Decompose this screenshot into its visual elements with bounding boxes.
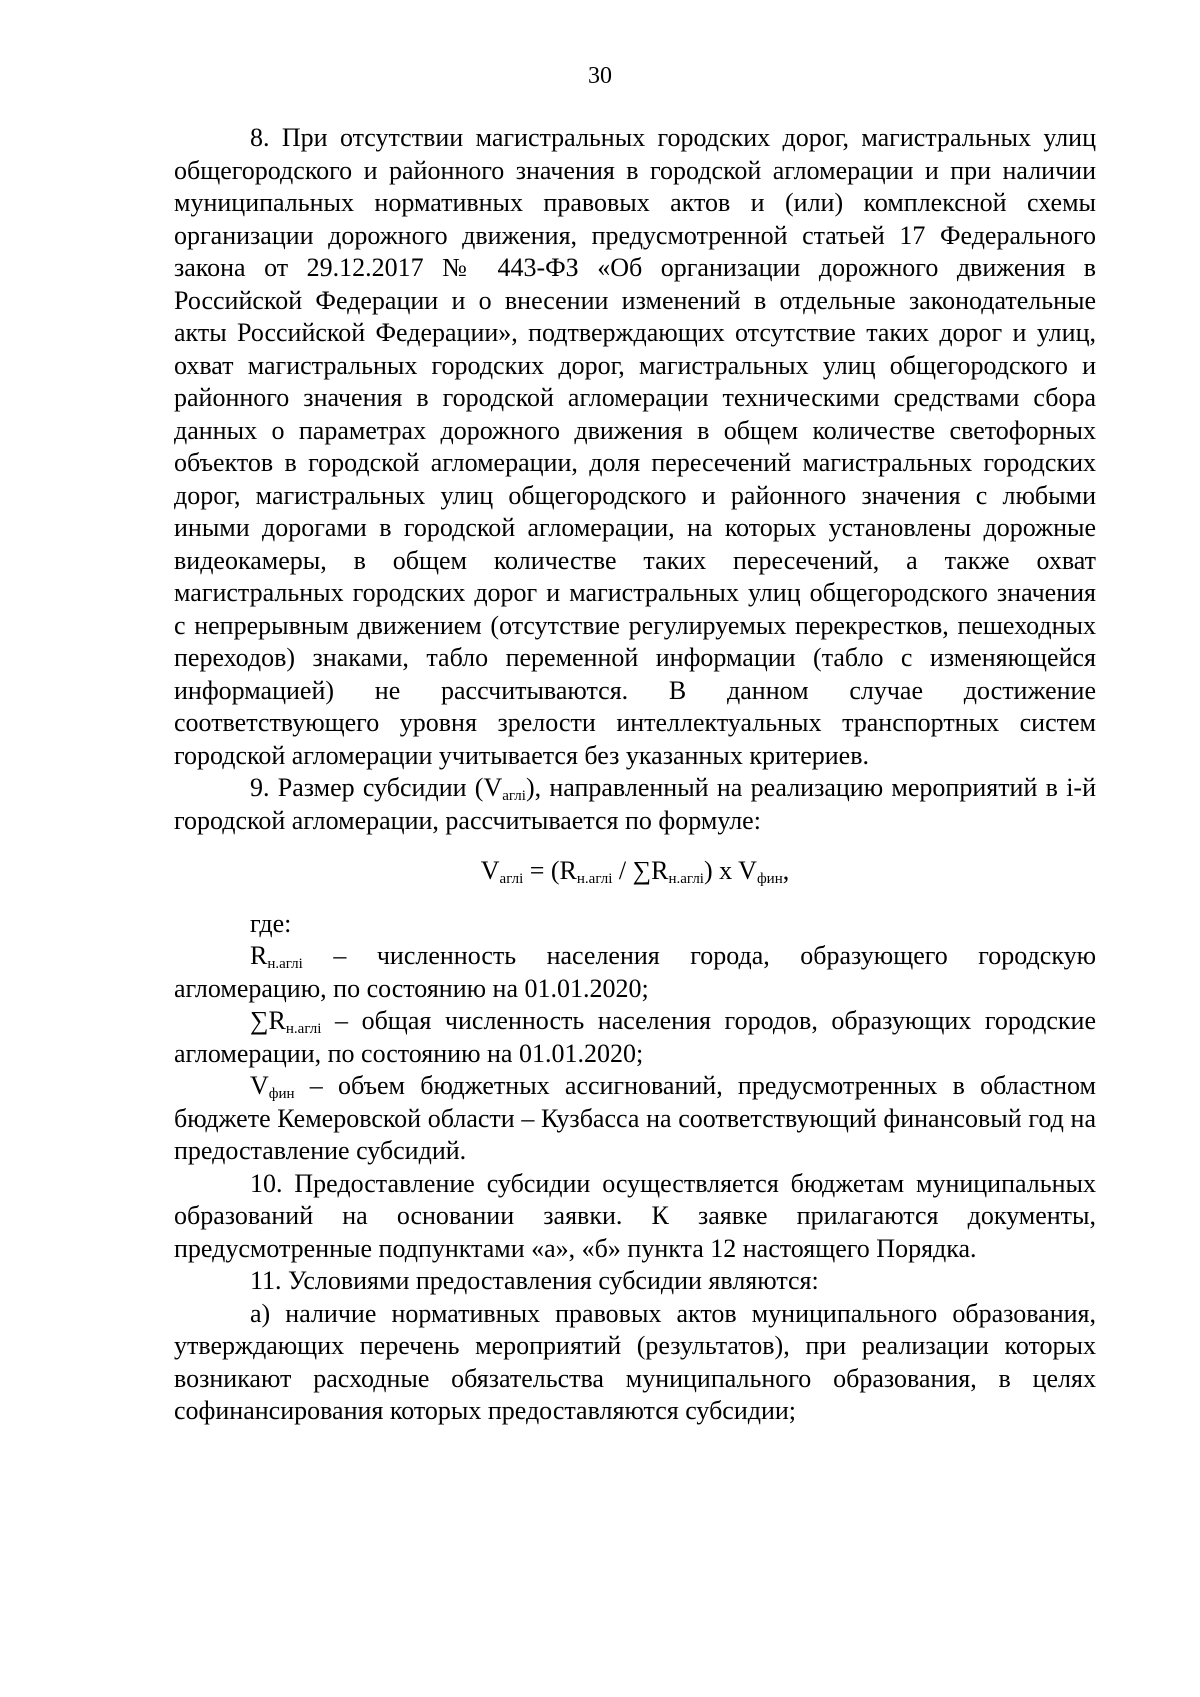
formula-eq-open: = (R	[523, 856, 577, 885]
formula-close-x: ) x V	[703, 856, 757, 885]
definition-v-fin-text: – объем бюджетных ассигнований, предусмотренных в областном бюджете Кемеровской области – Кузбасса на соответствующий финансовый год на предоставление субсидий.	[174, 1071, 1096, 1165]
paragraph-9-subscript: аглi	[502, 788, 526, 804]
subsidy-formula	[174, 837, 1096, 908]
paragraph-10: 10. Предоставление субсидии осуществляется бюджетам муниципальных образований на основании заявки. К заявке прилагаются документы, предусмотренные подпунктами «а», «б» пункта 12 настоящего Порядка.	[174, 1168, 1096, 1263]
paragraph-9	[174, 772, 1096, 837]
definition-r-symbol: R	[250, 941, 268, 970]
definition-sum-r-symbol: ∑R	[250, 1006, 286, 1035]
paragraph-11: 11. Условиями предоставления субсидии являются:	[250, 1266, 819, 1295]
definition-r-subscript: н.аглi	[267, 956, 303, 972]
definition-v-fin-symbol: V	[250, 1071, 269, 1100]
definition-sum-r-text: – общая численность населения городов, образующих городские агломерации, по состоянию на 01.01.2020;	[174, 1006, 1096, 1068]
where-label: где:	[250, 908, 292, 938]
paragraph-9-text-start: 9. Размер субсидии (V	[250, 773, 503, 802]
page-number: 30	[588, 63, 612, 89]
formula-fin-subscript: фин	[756, 871, 783, 887]
paragraph-8: 8. При отсутствии магистральных городских дорог, магистральных улиц общегородского и районного значения в городской агломерации и при наличии муниципальных нормативных правовых актов и (или) комплексной схемы организации дорожного движения, предусмотренной статьей 17 Федерального закона от 29.12.2017 № 443-ФЗ «Об организации дорожного движения в Российской Федерации и о внесении изменений в отдельные законодательные акты Российской Федерации», подтверждающих отсутствие таких дорог и улиц, охват магистральных городских дорог, магистральных улиц общегородского и районного значения в городской агломерации техническими средствами сбора данных о параметрах дорожного движения в общем количестве светофорных объектов в городской агломерации, доля пересечений магистральных городских дорог, магистральных улиц общегородского и районного значения с любыми иными дорогами в городской агломерации, на которых установлены дорожные видеокамеры, в общем количестве таких пересечений, а также охват магистральных городских дорог и магистральных улиц общегородского значения с непрерывным движением (отсутствие регулируемых перекрестков, пешеходных переходов) знаками, табло переменной информации (табло с изменяющейся информацией) не рассчитываются. В данном случае достижение соответствующего уровня зрелости интеллектуальных транспортных систем городской агломерации учитывается без указанных критериев.	[174, 123, 1096, 770]
formula-r-subscript-2: н.аглi	[668, 871, 704, 887]
definition-sum-r	[174, 1005, 1096, 1070]
document-body	[174, 122, 1096, 1428]
definition-r	[174, 940, 1096, 1005]
formula-end: ,	[782, 856, 790, 885]
definition-v-fin	[174, 1070, 1096, 1168]
definition-sum-r-subscript: н.аглi	[285, 1021, 322, 1037]
formula-v: V	[480, 856, 500, 885]
formula-r-subscript: н.аглi	[576, 871, 613, 887]
definition-r-text: – численность населения города, образующего городскую агломерацию, по состоянию на 01.01.2020;	[174, 941, 1096, 1003]
formula-slash-sum: / ∑R	[612, 856, 669, 885]
definition-v-fin-subscript: фин	[268, 1086, 295, 1102]
formula-v-subscript: аглi	[499, 871, 524, 887]
paragraph-9-text-end: ), направленный на реализацию мероприятий в i-й городской агломерации, рассчитывается по формуле:	[174, 773, 1096, 835]
paragraph-11-a: а) наличие нормативных правовых актов муниципального образования, утверждающих перечень мероприятий (результатов), при реализации которых возникают расходные обязательства муниципального образования, в целях софинансирования которых предоставляются субсидии;	[174, 1298, 1096, 1425]
